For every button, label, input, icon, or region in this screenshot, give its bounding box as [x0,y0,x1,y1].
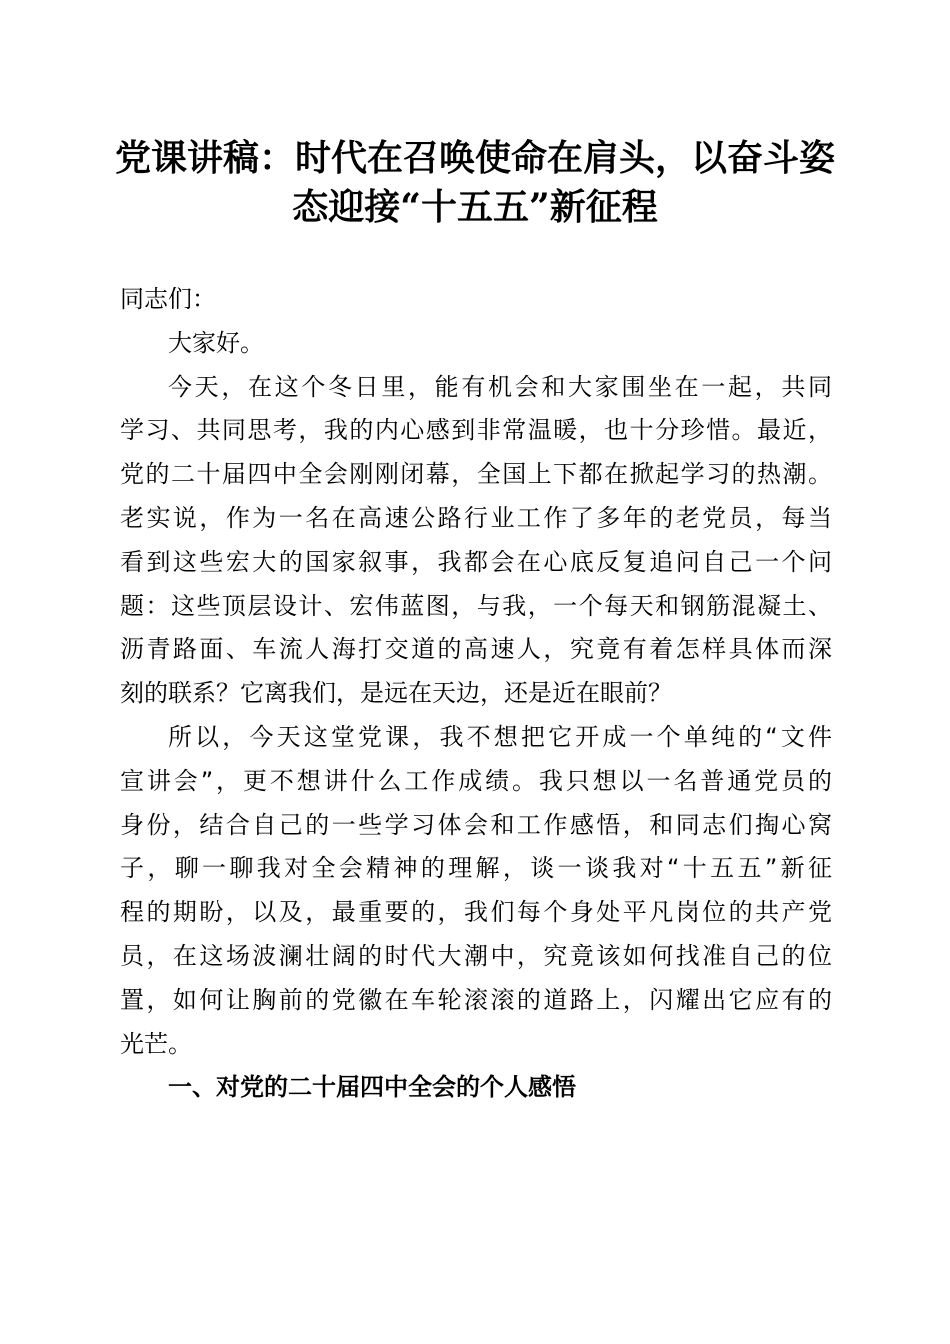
paragraph-1-line: 老实说，作为一名在高速公路行业工作了多年的老党员，每当 [120,503,832,532]
paragraph-2 [120,716,832,1066]
paragraph-1-line: 沥青路面、车流人海打交道的高速人，究竟有着怎样具体而深 [120,635,832,664]
document-body [120,278,832,1110]
paragraph-2-line: 所以，今天这堂党课，我不想把它开成一个单纯的“文件 [168,722,832,751]
section-heading: 一、对党的二十届四中全会的个人感悟 [168,1073,576,1102]
greeting: 大家好。 [168,328,264,357]
paragraph-1-line: 今天，在这个冬日里，能有机会和大家围坐在一起，共同 [168,372,832,401]
document-title [100,134,850,232]
title-line-1: 党课讲稿：时代在召唤使命在肩头，以奋斗姿 [114,137,835,179]
paragraph-2-line: 宣讲会”，更不想讲什么工作成绩。我只想以一名普通党员的 [120,766,832,795]
salutation: 同志们： [120,285,216,313]
paragraph-2-line: 置，如何让胸前的党徽在车轮滚滚的道路上，闪耀出它应有的 [120,985,832,1014]
paragraph-2-line: 员，在这场波澜壮阔的时代大潮中，究竟该如何找准自己的位 [120,941,832,970]
paragraph-2-line: 子，聊一聊我对全会精神的理解，谈一谈我对“十五五”新征 [120,854,832,883]
paragraph-1-line: 刻的联系？它离我们，是远在天边，还是近在眼前？ [120,679,672,708]
paragraph-2-line: 程的期盼，以及，最重要的，我们每个身处平凡岗位的共产党 [120,898,832,927]
paragraph-2-line: 光芒。 [120,1029,192,1058]
paragraph-1-line: 学习、共同思考，我的内心感到非常温暖，也十分珍惜。最近， [120,416,832,445]
paragraph-1 [120,366,832,716]
paragraph-1-line: 题：这些顶层设计、宏伟蓝图，与我，一个每天和钢筋混凝土、 [120,591,832,620]
paragraph-1-line: 看到这些宏大的国家叙事，我都会在心底反复追问自己一个问 [120,547,832,576]
paragraph-1-line: 党的二十届四中全会刚刚闭幕，全国上下都在掀起学习的热潮。 [120,460,832,489]
paragraph-2-line: 身份，结合自己的一些学习体会和工作感悟，和同志们掏心窝 [120,810,832,839]
title-line-2: 态迎接“十五五”新征程 [292,186,658,228]
